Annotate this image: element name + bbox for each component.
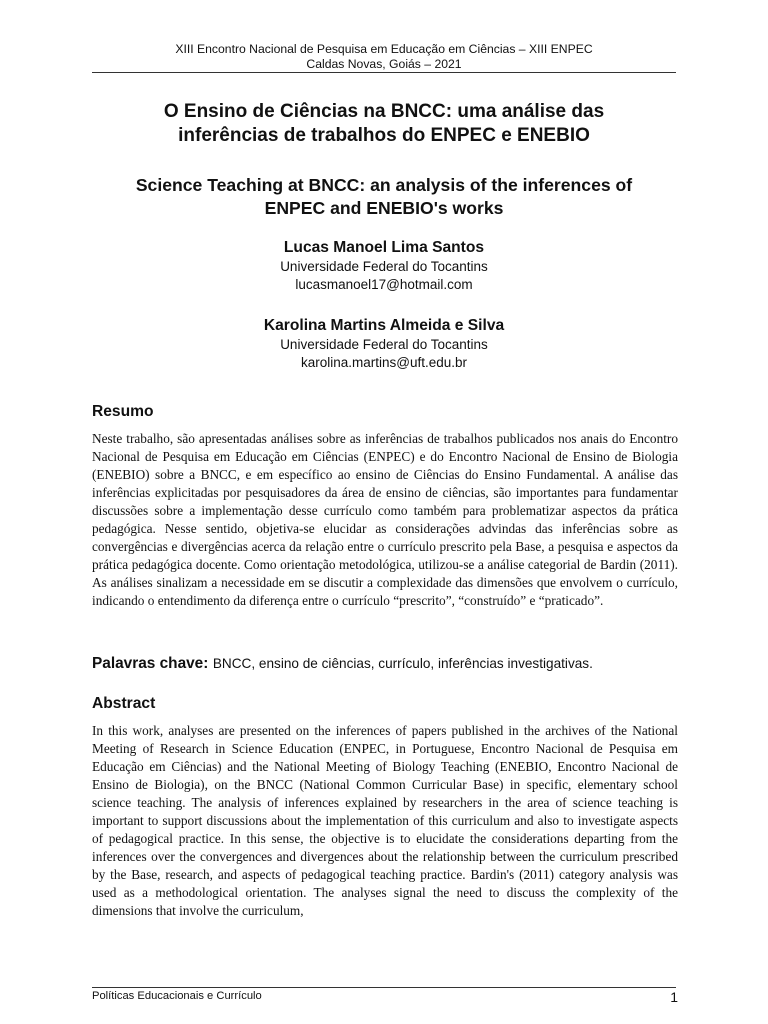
author-name: Lucas Manoel Lima Santos <box>283 239 485 256</box>
footer-section-name: Políticas Educacionais e Currículo <box>92 990 262 1002</box>
author-affiliation: Universidade Federal do Tocantins <box>280 337 488 352</box>
abstract-heading: Abstract <box>92 695 156 712</box>
title-en-line2: ENPEC and ENEBIO's works <box>264 198 504 218</box>
resumo-text: Neste trabalho, são apresentadas análises sobre as inferências de trabalhos publicados nos anais do Encontro Nacional de Pesquisa em Educação em Ciências (ENPEC) e do Encontro Nacional de Ensino de Biologia (ENEBIO) sobre a BNCC, e em específico ao ensino de Ciências do Ensino Fundamental. A análise das inferências explicitadas por pesquisadores da área de ensino de ciências, são importantes para fundamentar discussões sobre a implementação desse currículo como também para problematizar aspectos da prática pedagógica. Nesse sentido, objetiva-se elucidar as considerações advindas das inferências sobre as convergências e divergências acerca da relação entre o currículo prescrito pela Base, a pesquisa e aspectos da prática pedagógica docente. Como orientação metodológica, utilizou-se a análise categorial de Bardin (2011). As análises sinalizam a necessidade em se discutir a complexidade das dimensões que envolvem o currículo, indicando o entendimento da diferença entre o currículo “prescrito”, “construído” e “praticado”. <box>92 431 678 608</box>
title-english <box>92 174 676 220</box>
header-rule <box>92 72 676 73</box>
title-en-line1: Science Teaching at BNCC: an analysis of the inferences of <box>135 175 633 195</box>
header-event-name: XIII Encontro Nacional de Pesquisa em Educação em Ciências – XIII ENPEC <box>175 42 593 56</box>
author-affiliation: Universidade Federal do Tocantins <box>280 259 488 274</box>
author-block-1 <box>92 238 676 294</box>
author-email[interactable]: karolina.martins@uft.edu.br <box>300 355 468 370</box>
keywords-text: BNCC, ensino de ciências, currículo, inferências investigativas. <box>212 656 593 671</box>
resumo-heading: Resumo <box>92 403 154 420</box>
author-name: Karolina Martins Almeida e Silva <box>263 317 505 334</box>
footer-rule <box>92 987 676 988</box>
title-portuguese <box>92 100 676 148</box>
header-location: Caldas Novas, Goiás – 2021 <box>306 56 462 71</box>
keywords-label: Palavras chave: <box>92 655 209 672</box>
abstract-text: In this work, analyses are presented on the inferences of papers published in the archives of the National Meeting of Research in Science Education (ENPEC, in Portuguese, Encontro Nacional de Pesquisa em Educação em Ciências) and the National Meeting of Biology Teaching (ENEBIO, Encontro Nacional de Ensino de Biologia), on the BNCC (National Common Curricular Base) in specific, elementary school science teaching. The analysis of inferences explained by researchers in the area of science teaching is important to support discussions about the implementation of this curriculum and also to investigate aspects of pedagogical practice. In this sense, the objective is to elucidate the considerations departing from the inferences over the convergences and divergences about the relationship between the curriculum prescribed by the Base, research, and aspects of pedagogical teaching practice. Bardin's (2011) category analysis was used as a methodological orientation. The analyses signal the need to discuss the complexity of the dimensions that involve the curriculum, <box>92 723 678 918</box>
title-pt-line1: O Ensino de Ciências na BNCC: uma análise das <box>163 101 605 122</box>
title-pt-line2: inferências de trabalhos do ENPEC e ENEBIO <box>178 125 590 146</box>
keywords <box>92 655 692 673</box>
author-block-2 <box>92 316 676 372</box>
author-email[interactable]: lucasmanoel17@hotmail.com <box>295 277 473 292</box>
running-header <box>92 42 676 71</box>
page-number: 1 <box>670 989 678 1005</box>
